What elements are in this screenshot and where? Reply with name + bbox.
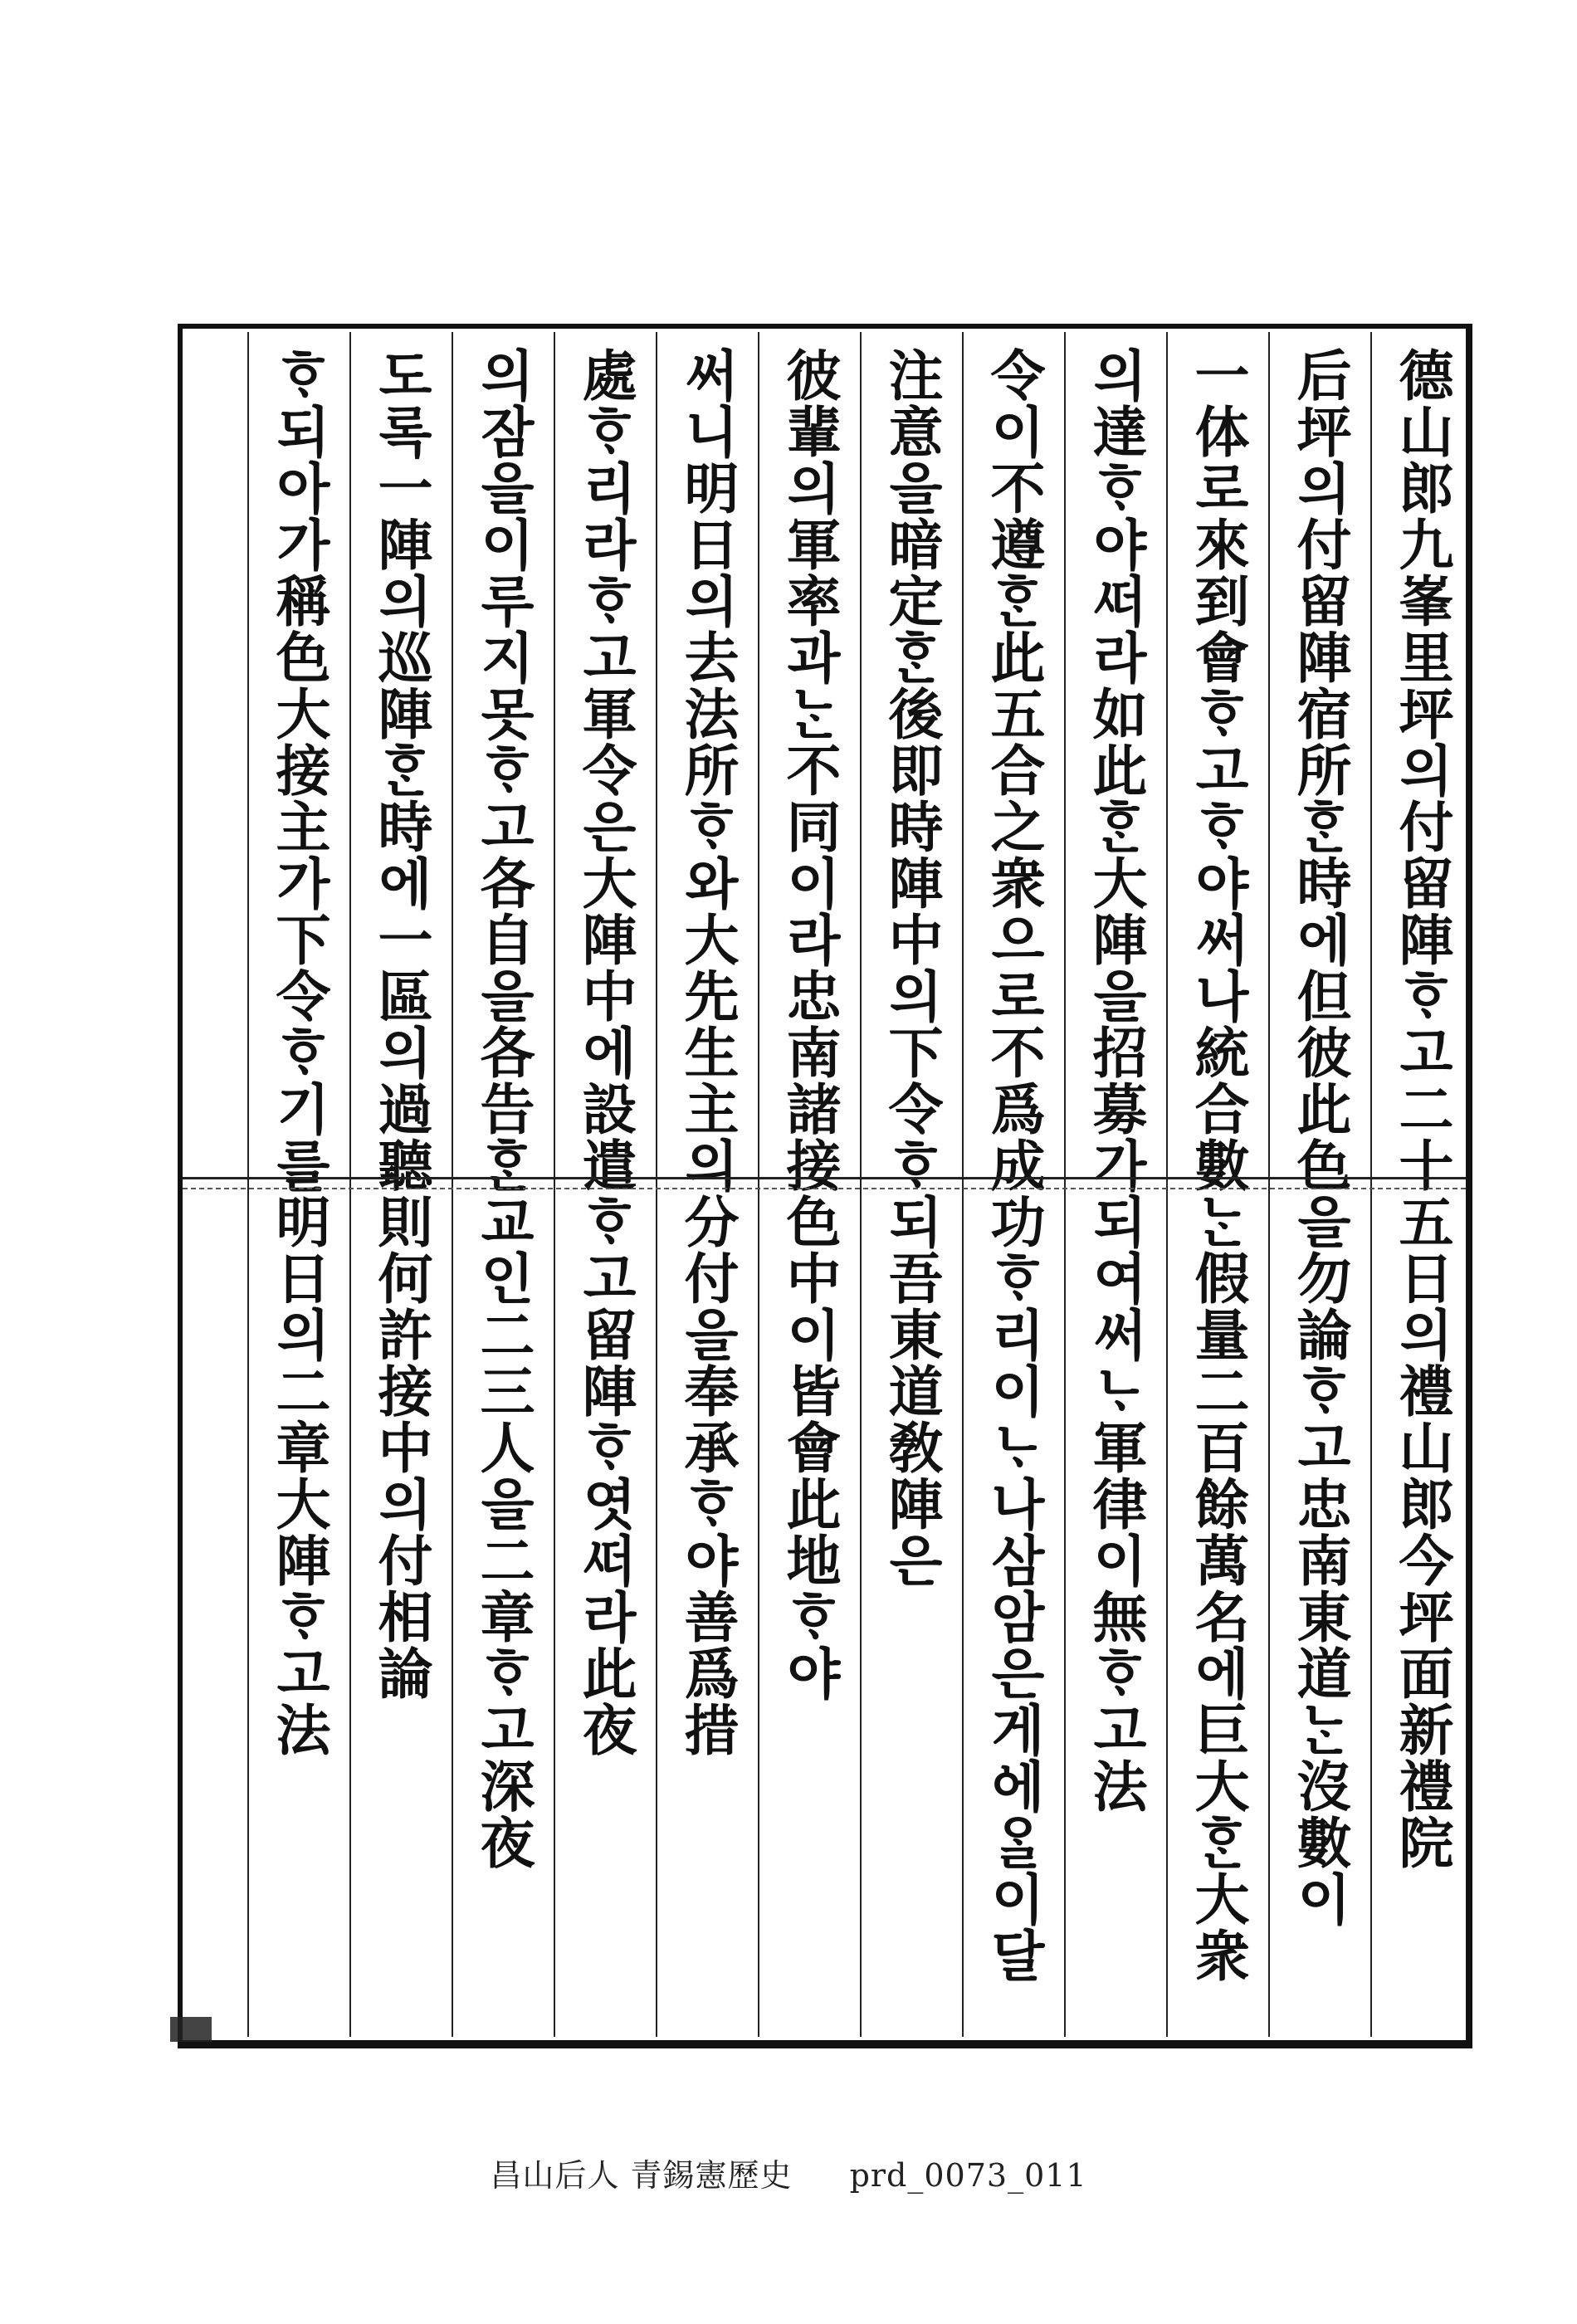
manuscript-page xyxy=(178,324,1472,2048)
column-text: 德山郎九峯里坪의付留陣ᄒᆞ고二十五日의禮山郎今坪面新禮院 xyxy=(1389,347,1454,1871)
ink-smudge xyxy=(170,2017,212,2042)
column-text: 一体로來到會ᄒᆞ고ᄒᆞ야써나統合數ᄂᆞᆫ假量二百餘萬名에巨大ᄒᆞᆫ大衆 xyxy=(1185,347,1250,1984)
column-text: 의達ᄒᆞ야ᄯᅥ라如此ᄒᆞᆫ大陣을招募가되여써ᄂᆞ軍律이無ᄒᆞ고法 xyxy=(1083,347,1148,1814)
column-text: 令이不遵ᄒᆞᆫ此五合之衆으로不爲成功ᄒᆞ리이ᄂᆞ나삼암은게ᅌᅦᄋᆞᆯ이달 xyxy=(981,347,1046,1984)
page-caption xyxy=(0,2150,1577,2195)
column-text: ᄒᆞ되아가稱色大接主가下令ᄒᆞ기를明日의二章大陣ᄒᆞ고法 xyxy=(266,347,331,1758)
caption-code: prd_0073_011 xyxy=(849,2157,1087,2194)
column-text: 彼輩의軍率과ᄂᆞᆫ不同이라忠南諸接色中이皆會此地ᄒᆞ야 xyxy=(777,347,842,1702)
column-text: 써니明日의去法所ᄒᆞ와大先生主의分付을奉承ᄒᆞ야善爲措 xyxy=(675,347,740,1758)
caption-title: 昌山后人 青錫憲歷史 xyxy=(490,2157,793,2194)
column-text: 后坪의付留陣宿所ᄒᆞᆫ時에但彼此色을勿論ᄒᆞ고忠南東道ᄂᆞᆫ沒數이 xyxy=(1287,347,1352,1927)
fold-line xyxy=(183,1177,1466,1189)
column-text: 의잠을이루지못ᄒᆞ고各自을各告ᄒᆞᆫ교인二三人을二章ᄒᆞ고深夜 xyxy=(471,347,535,1871)
column-text: 處ᄒᆞ리라ᄒᆞ고軍令은大陣中에設遣ᄒᆞ고留陣ᄒᆞ엿ᄯᅥ라此夜 xyxy=(573,347,637,1758)
column-text: 도록一陣의巡陣ᄒᆞᆫ時에一區의過聽則何許接中의付相論 xyxy=(369,347,433,1702)
column-text: 注意을暗定ᄒᆞᆫ後即時陣中의下令ᄒᆞ되吾東道敎陣은 xyxy=(879,347,944,1589)
